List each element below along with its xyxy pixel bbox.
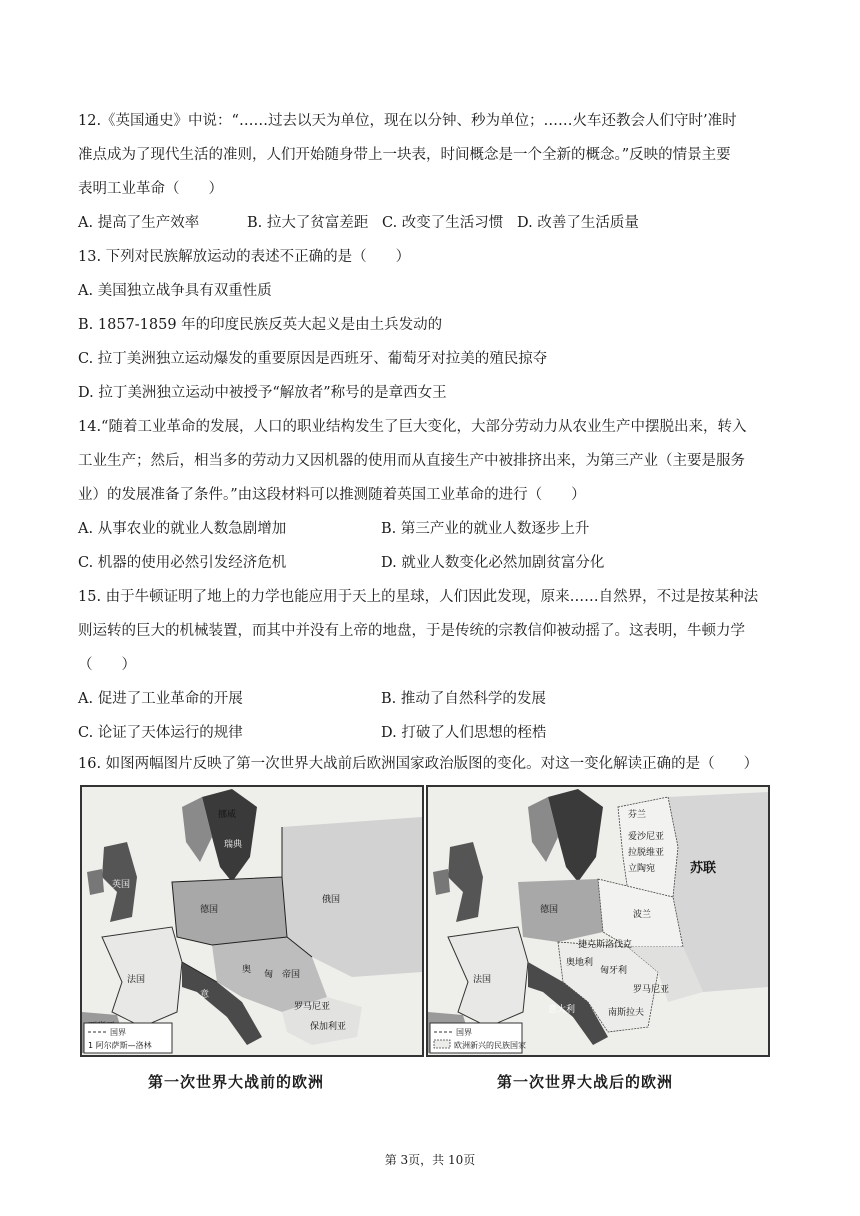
svg-text:法国: 法国 [127, 975, 146, 985]
q14-option-a: A. 从事农业的就业人数急剧增加 [78, 521, 287, 537]
map-after-caption: 第一次世界大战后的欧洲 [497, 1073, 674, 1091]
svg-text:捷克斯洛伐克: 捷克斯洛伐克 [578, 940, 633, 950]
svg-text:匈: 匈 [264, 970, 274, 980]
svg-text:瑞典: 瑞典 [224, 840, 243, 850]
q12-stem-line3: 表明工业革命（ ） [78, 181, 223, 197]
svg-text:波兰: 波兰 [633, 910, 652, 920]
q15-option-d: D. 打破了人们思想的桎梏 [381, 725, 547, 741]
q14-option-c: C. 机器的使用必然引发经济危机 [78, 555, 287, 571]
svg-text:法国: 法国 [473, 975, 492, 985]
page-footer: 第 3页，共 10页 [384, 1153, 476, 1167]
q15-stem-line2: 则运转的巨大的机械装置，而其中并没有上帝的地盘，于是传统的宗教信仰被动摇了。这表明，牛顿力学 [78, 623, 745, 639]
q14-stem-line2: 工业生产；然后，相当多的劳动力又因机器的使用而从直接生产中被排挤出来，为第三产业（主要是服务 [78, 453, 745, 469]
svg-text:帝国: 帝国 [282, 970, 301, 980]
svg-text:南斯拉夫: 南斯拉夫 [608, 1008, 645, 1018]
q12-option-a: A. 提高了生产效率 [78, 215, 200, 231]
svg-text:拉脱维亚: 拉脱维亚 [628, 848, 665, 858]
svg-text:芬兰: 芬兰 [628, 810, 647, 820]
q14-stem-line3: 业）的发展准备了条件。”由这段材料可以推测随着英国工业革命的进行（ ） [78, 487, 586, 503]
q14-option-b: B. 第三产业的就业人数逐步上升 [381, 521, 590, 537]
svg-text:罗马尼亚: 罗马尼亚 [633, 985, 670, 995]
q15-option-b: B. 推动了自然科学的发展 [381, 691, 546, 707]
q16-stem: 16. 如图两幅图片反映了第一次世界大战前后欧洲国家政治版图的变化。对这一变化解读正确的是（ ） [78, 756, 759, 772]
svg-text:国界: 国界 [456, 1028, 472, 1037]
q14-stem-line1: 14.“随着工业革命的发展，人口的职业结构发生了巨大变化，大部分劳动力从农业生产中摆脱出来，转入 [78, 419, 747, 435]
q13-stem: 13. 下列对民族解放运动的表述不正确的是（ ） [78, 249, 411, 265]
map-before-caption: 第一次世界大战前的欧洲 [148, 1073, 325, 1091]
q12-stem-line2: 准点成为了现代生活的准则，人们开始随身带上一块表，时间概念是一个全新的概念。”反映的情景主要 [78, 147, 731, 163]
svg-text:欧洲新兴的民族国家: 欧洲新兴的民族国家 [454, 1041, 526, 1050]
svg-text:爱沙尼亚: 爱沙尼亚 [628, 832, 665, 842]
svg-text:匈牙利: 匈牙利 [600, 966, 628, 976]
svg-text:俄国: 俄国 [322, 895, 341, 905]
svg-text:奥地利: 奥地利 [566, 958, 594, 968]
map-europe-after-ww1 [426, 785, 770, 1057]
q13-option-d: D. 拉丁美洲独立运动中被授予“解放者”称号的是章西女王 [78, 385, 447, 401]
svg-text:保加利亚: 保加利亚 [310, 1022, 347, 1032]
svg-text:奥: 奥 [242, 965, 252, 975]
q15-stem-line1: 15. 由于牛顿证明了地上的力学也能应用于天上的星球，人们因此发现，原来……自然界，不过是按某种法 [78, 589, 759, 605]
svg-text:英国: 英国 [112, 880, 131, 890]
q15-stem-line3: （ ） [78, 657, 136, 673]
q12-option-b: B. 拉大了贫富差距 [247, 215, 369, 231]
svg-text:立陶宛: 立陶宛 [628, 864, 656, 874]
q13-option-c: C. 拉丁美洲独立运动爆发的重要原因是西班牙、葡萄牙对拉美的殖民掠夺 [78, 351, 548, 367]
q13-option-b: B. 1857-1859 年的印度民族反英大起义是由土兵发动的 [78, 317, 443, 333]
svg-text:德国: 德国 [540, 905, 559, 915]
svg-text:德国: 德国 [200, 905, 219, 915]
q12-stem-line1: 12.《英国通史》中说：“……过去以天为单位，现在以分钟、秒为单位；……火车还教会人们守时’准时 [78, 113, 737, 129]
svg-text:1 阿尔萨斯—洛林: 1 阿尔萨斯—洛林 [88, 1041, 152, 1050]
q12-option-c: C. 改变了生活习惯 [382, 215, 504, 231]
svg-text:国界: 国界 [110, 1028, 126, 1037]
svg-text:意: 意 [200, 990, 210, 1000]
q13-option-a: A. 美国独立战争具有双重性质 [78, 283, 272, 299]
q14-option-d: D. 就业人数变化必然加剧贫富分化 [381, 555, 605, 571]
q15-option-c: C. 论证了天体运行的规律 [78, 725, 243, 741]
q15-option-a: A. 促进了工业革命的开展 [78, 691, 243, 707]
svg-text:罗马尼亚: 罗马尼亚 [294, 1002, 331, 1012]
map-europe-before-ww1 [80, 785, 424, 1057]
svg-text:挪威: 挪威 [218, 810, 237, 820]
svg-text:苏联: 苏联 [690, 861, 717, 876]
q12-option-d: D. 改善了生活质量 [517, 215, 639, 231]
svg-text:意大利: 意大利 [548, 1005, 576, 1015]
